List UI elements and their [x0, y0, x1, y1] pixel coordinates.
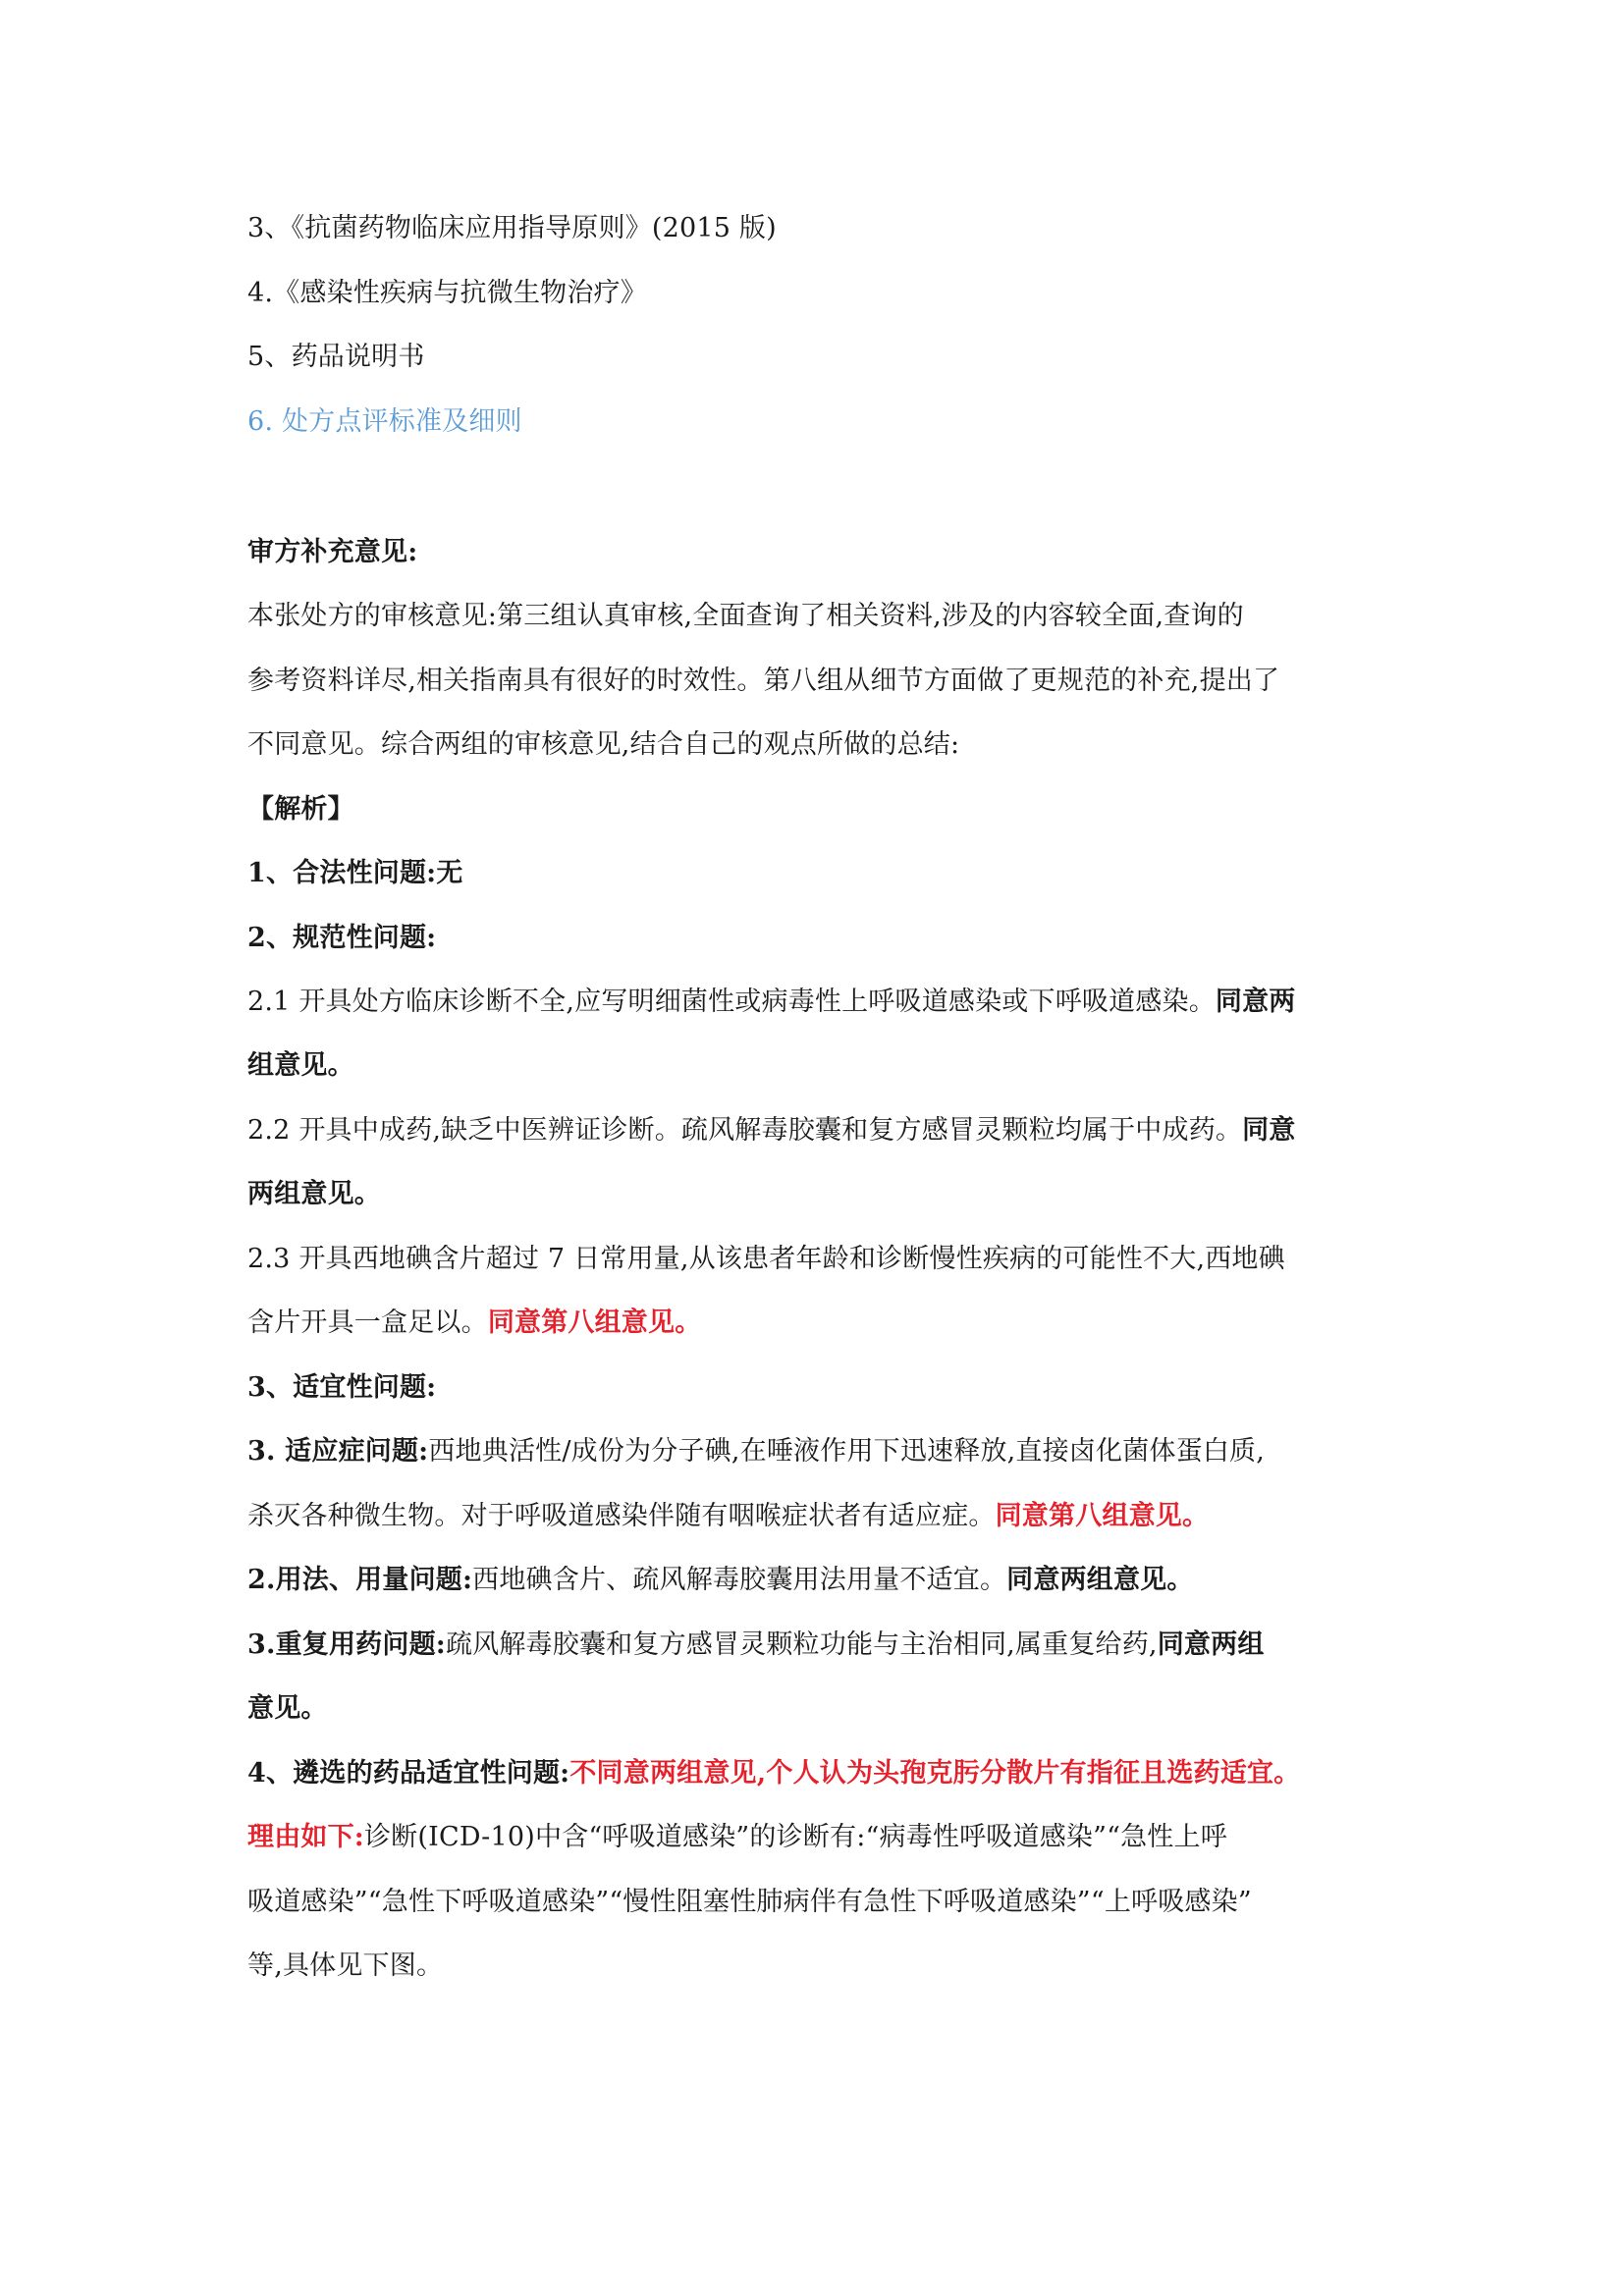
item-3-3-label: 3.重复用药问题:: [247, 1629, 446, 1660]
item-2-1-line-2: 组意见。: [247, 1050, 354, 1081]
analysis-heading: 【解析】: [247, 794, 354, 825]
item-3-1-text: 西地典活性/成份为分子碘,在唾液作用下迅速释放,直接卤化菌体蛋白质,: [428, 1436, 1266, 1467]
item-3-3-text: 疏风解毒胶囊和复方感冒灵颗粒功能与主治相同,属重复给药,: [445, 1629, 1158, 1660]
item-4-reason-label: 理由如下:: [247, 1822, 364, 1852]
item-2-2-text: 2.2 开具中成药,缺乏中医辨证诊断。疏风解毒胶囊和复方感冒灵颗粒均属于中成药。: [247, 1115, 1243, 1146]
legality-heading: 1、合法性问题:无: [247, 858, 463, 888]
item-3-3-agree: 同意两组: [1157, 1629, 1265, 1660]
item-4-line-3: 吸道感染”“急性下呼吸道感染”“慢性阻塞性肺病伴有急性下呼吸道感染”“上呼吸感染”: [247, 1887, 1252, 1917]
item-3-2-agree: 同意两组意见。: [1006, 1565, 1194, 1595]
reference-item-6-link[interactable]: 6. 处方点评标准及细则: [247, 406, 522, 437]
item-2-3-line-2: [247, 1307, 701, 1340]
item-4-line-4: 等,具体见下图。: [247, 1950, 444, 1981]
item-3-1-label: 3. 适应症问题:: [247, 1436, 429, 1467]
item-2-3-text: 含片开具一盒足以。: [247, 1308, 488, 1338]
supplement-intro-line-3: 不同意见。综合两组的审核意见,结合自己的观点所做的总结:: [247, 729, 960, 760]
item-3-1-agree-group8: 同意第八组意见。: [995, 1501, 1210, 1531]
item-2-1-line-1: [247, 986, 1296, 1019]
item-4-label: 4、遴选的药品适宜性问题:: [247, 1758, 570, 1789]
supplement-intro-line-1: [247, 600, 1386, 633]
item-4-line-2: [247, 1821, 1227, 1854]
item-3-2-line: [247, 1564, 1194, 1597]
item-2-3-line-1: 2.3 开具西地碘含片超过 7 日常用量,从该患者年龄和诊断慢性疾病的可能性不大,西地碘: [247, 1244, 1285, 1274]
item-3-3-line-1: [247, 1629, 1265, 1662]
item-3-1-line-2: [247, 1500, 1209, 1533]
item-4-reason-text: 诊断(ICD-10)中含“呼吸道感染”的诊断有:“病毒性呼吸道感染”“急性上呼: [363, 1822, 1227, 1852]
item-3-3-line-2: 意见。: [247, 1693, 328, 1724]
item-3-1-text-2: 杀灭各种微生物。对于呼吸道感染伴随有咽喉症状者有适应症。: [247, 1501, 996, 1531]
item-2-2-agree: 同意: [1242, 1115, 1296, 1146]
item-4-disagree: 不同意两组意见,个人认为头孢克肟分散片有指征且选药适宜。: [569, 1758, 1301, 1789]
item-3-1-line-1: [247, 1435, 1265, 1468]
standardization-heading: 2、规范性问题:: [247, 923, 437, 953]
reference-item-4: 4.《感染性疾病与抗微生物治疗》: [247, 278, 647, 308]
item-2-1-text: 2.1 开具处方临床诊断不全,应写明细菌性或病毒性上呼吸道感染或下呼吸道感染。: [247, 987, 1216, 1017]
item-4-line-1: [247, 1757, 1300, 1790]
reference-item-5: 5、药品说明书: [247, 342, 425, 372]
item-3-2-text: 西地碘含片、疏风解毒胶囊用法用量不适宜。: [472, 1565, 1007, 1595]
item-2-1-agree: 同意两: [1215, 987, 1296, 1017]
item-2-2-line-2: 两组意见。: [247, 1179, 381, 1209]
reference-item-3: 3、《抗菌药物临床应用指导原则》(2015 版): [247, 213, 777, 243]
item-2-2-line-1: [247, 1114, 1296, 1148]
suitability-heading: 3、适宜性问题:: [247, 1372, 437, 1403]
item-3-2-label: 2.用法、用量问题:: [247, 1565, 473, 1595]
item-2-3-agree-group8: 同意第八组意见。: [487, 1308, 702, 1338]
supplement-intro-line-2: 参考资料详尽,相关指南具有很好的时效性。第八组从细节方面做了更规范的补充,提出了: [247, 666, 1280, 696]
supplement-heading: 审方补充意见:: [247, 537, 418, 567]
supplement-intro-text: 本张处方的审核意见:第三组认真审核,全面查询了相关资料,涉及的内容较全面,查询的: [247, 601, 1244, 631]
